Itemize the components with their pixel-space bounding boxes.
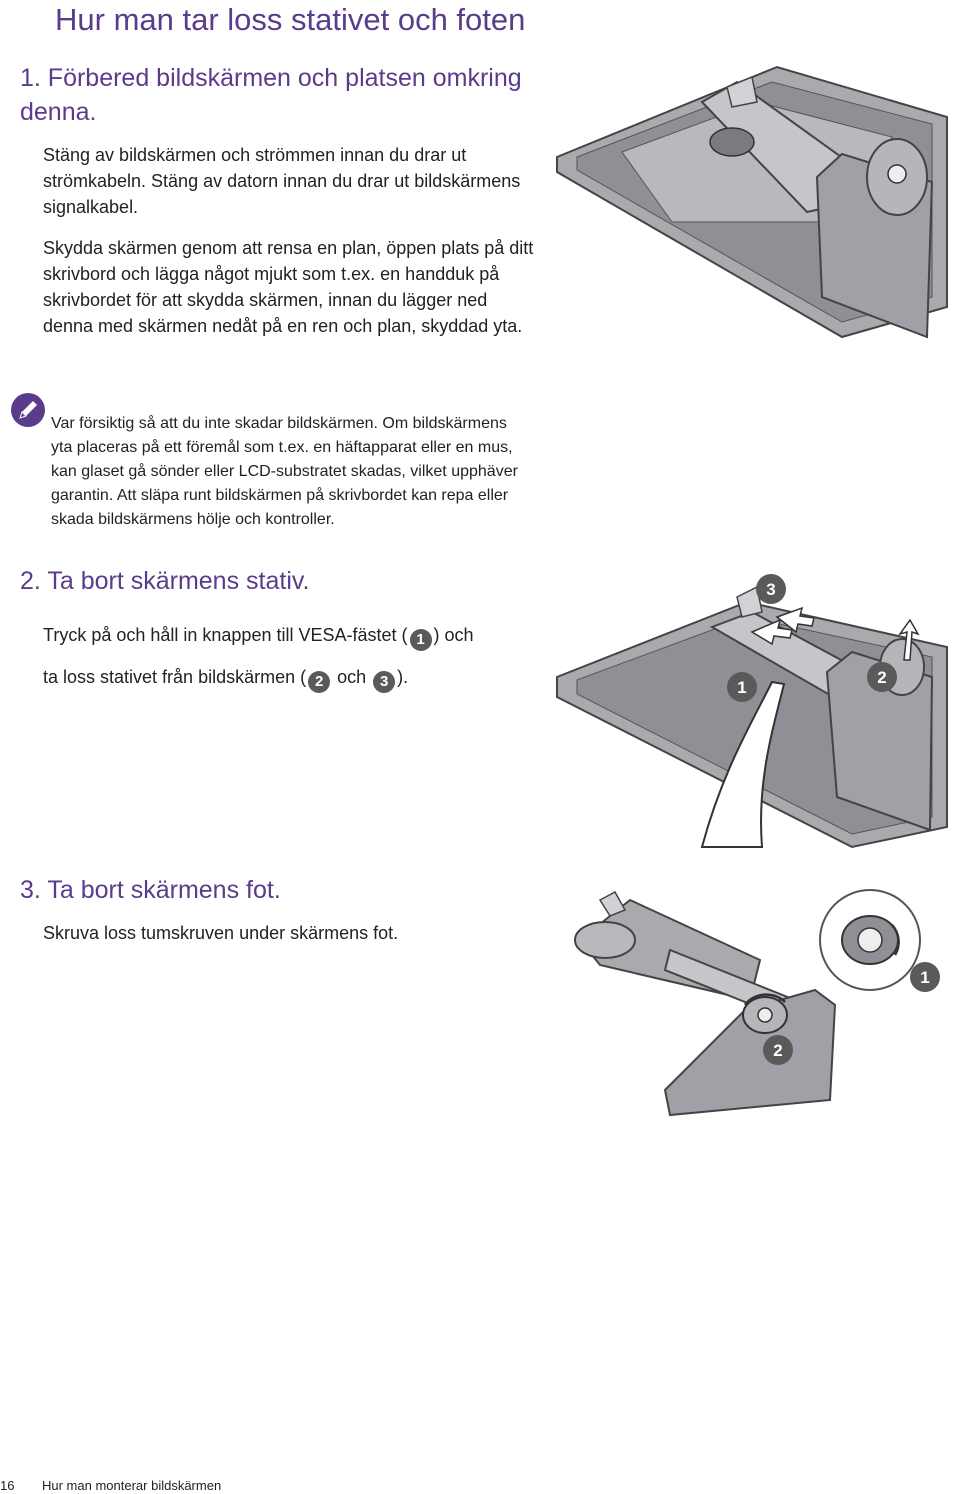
- step3-heading: 3. Ta bort skärmens fot.: [20, 876, 281, 904]
- step3-instruction: Skruva loss tumskruven under skärmens fot.: [43, 923, 399, 943]
- page-title: Hur man tar loss stativet och foten: [55, 2, 526, 37]
- step1-paragraph-power: Stäng av bildskärmen och strömmen innan du drar ut strömkabeln. Stäng av datorn innan du drar ut bildskärmens signalkabel.: [43, 145, 521, 217]
- figure3-label-1: 1: [920, 968, 930, 987]
- note-text: Var försiktig så att du inte skadar bildskärmen. Om bildskärmens yta placeras på ett föremål som t.ex. en häftapparat eller en mus, kan glaset gå sönder eller LCD-substratet skadas, vilket upphäver garantin. Att släpa runt bildskärmen på skrivbordet kan repa eller skada bildskärmens hölje och kontroller.: [51, 415, 518, 528]
- badge-1: 1: [410, 629, 432, 651]
- step2-line1-text: Tryck på och håll in knappen till VESA-fästet (: [43, 625, 408, 645]
- step1-paragraph-protect: Skydda skärmen genom att rensa en plan, öppen plats på ditt skrivbord och lägga något mjukt som t.ex. en handduk på skrivbordet för att skydda skärmen, innan du lägger ned denna med skärmen nedåt på en ren och plan, skyddad yta.: [43, 238, 534, 336]
- figure3-label-2: 2: [773, 1041, 783, 1060]
- illustration-remove-base: [570, 880, 950, 1120]
- step2-instruction-line2: [43, 664, 408, 693]
- badge-2: 2: [308, 671, 330, 693]
- badge-3: 3: [373, 671, 395, 693]
- figure2-label-2: 2: [877, 668, 887, 687]
- figure2-label-1: 1: [737, 678, 747, 697]
- illustration-remove-stand: [552, 572, 957, 852]
- step2-line2-text: ta loss stativet från bildskärmen (: [43, 667, 307, 687]
- step1-heading: 1. Förbered bildskärmen och platsen omkring denna.: [20, 64, 522, 126]
- figure2-label-3: 3: [766, 580, 776, 599]
- step2-line2-end: ).: [397, 667, 409, 687]
- pencil-icon: [10, 392, 46, 428]
- illustration-monitor-face-down: [552, 62, 957, 352]
- step2-line2-mid: och: [332, 667, 372, 687]
- page-footer: [0, 1478, 221, 1493]
- step2-instruction-line1: [43, 622, 474, 651]
- step2-heading: 2. Ta bort skärmens stativ.: [20, 567, 310, 595]
- footer-section-title: Hur man monterar bildskärmen: [42, 1478, 222, 1493]
- step2-line1-end: ) och: [433, 625, 474, 645]
- page-number: 16: [0, 1478, 15, 1493]
